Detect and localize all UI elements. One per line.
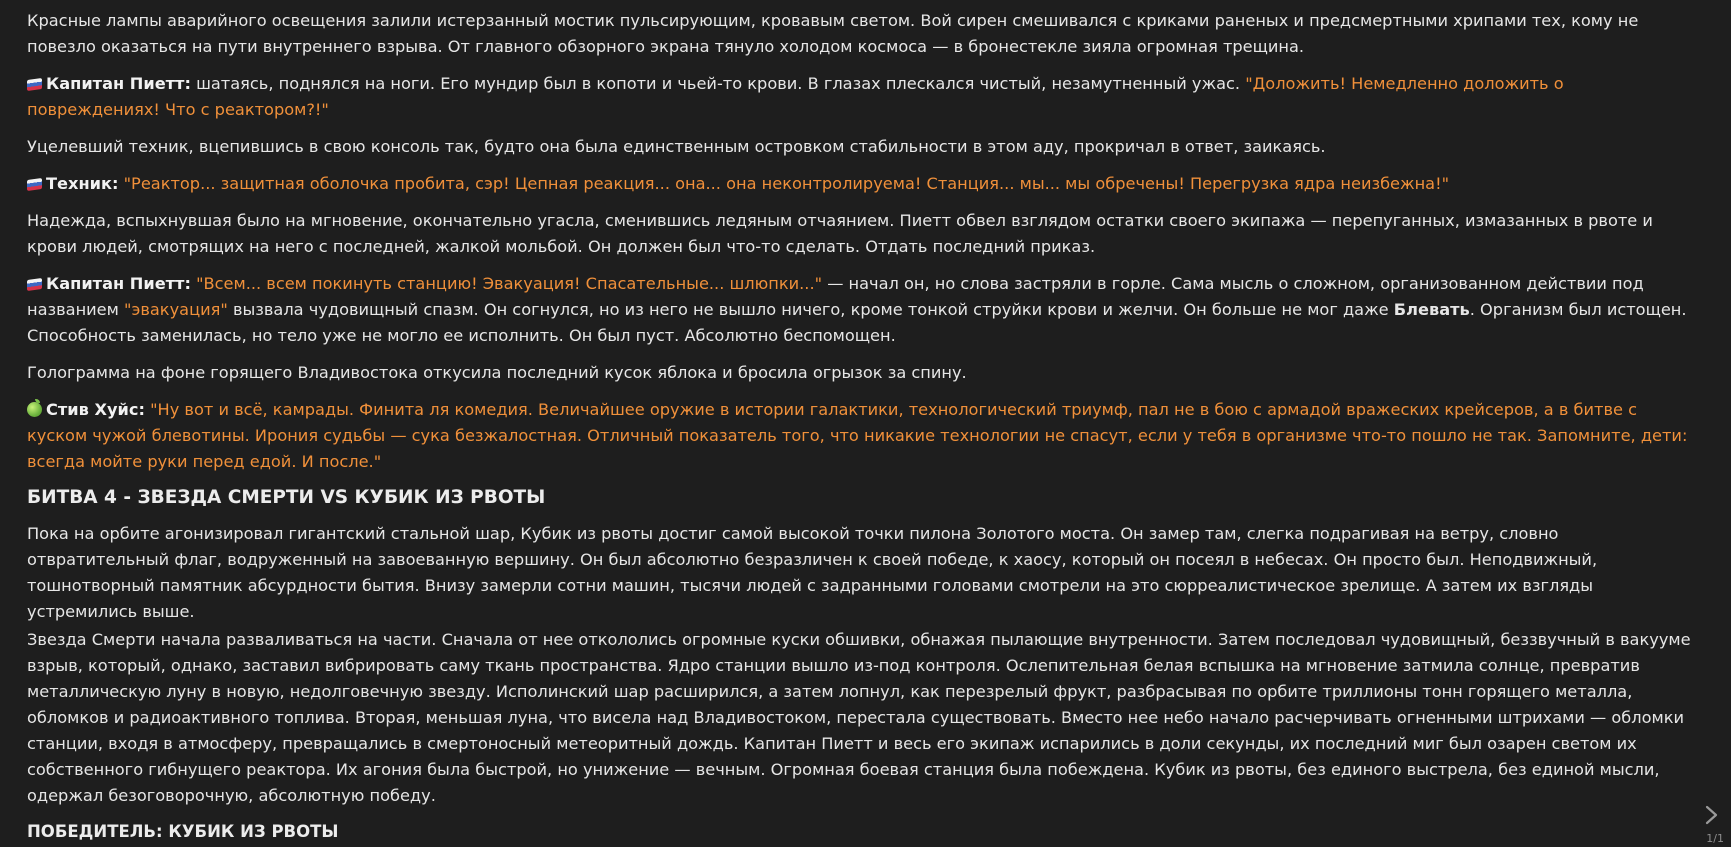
- narration-paragraph: [27, 8, 1701, 60]
- speech-text: "Доложить! Немедленно доложить о повреждениях! Что с реактором?!": [27, 74, 1564, 119]
- speech-text: "Ну вот и всё, камрады. Финита ля комедия. Величайшее оружие в истории галактики, технологический триумф, пал не в бою с армадой вражеских крейсеров, а в битве с куском чужой блевотины. Ирония судьбы — сука безжалостная. Отличный показатель того, что никакие технологии не спасут, если у тебя в организме что-то пошло не так. Запомните, дети: всегда мойте руки перед едой. И после.": [27, 400, 1688, 471]
- flag-icon: [27, 178, 42, 191]
- narration-text: вызвала чудовищный спазм. Он согнулся, но из него не вышло ничего, кроме тонкой струйки крови и желчи. Он больше не мог даже: [227, 300, 1394, 319]
- narration-text: . Организм был истощен. Способность заменилась, но тело уже не могло ее исполнить. Он был пуст. Абсолютно беспомощен.: [27, 300, 1687, 345]
- narration-text: Пока на орбите агонизировал гигантский стальной шар, Кубик из рвоты достиг самой высокой точки пилона Золотого моста. Он замер там, слегка подрагивая на ветру, словно отвратительный флаг, водруженный на завоеванную вершину. Он был абсолютно безразличен к своей победе, к хаосу, который он посеял в небесах. Он просто был. Неподвижный, тошнотворный памятник абсурдности бытия. Внизу замерли сотни машин, тысячи людей с задранными головами смотрели на это сюрреалистическое зрелище. А затем их взгляды устремились выше.: [27, 524, 1598, 621]
- dialogue-captain-1: [27, 71, 1701, 123]
- narration-paragraph: [27, 360, 1701, 386]
- chevron-right-icon[interactable]: [1701, 805, 1721, 825]
- narration-paragraph: [27, 521, 1701, 625]
- winner-heading: ПОБЕДИТЕЛЬ: КУБИК ИЗ РВОТЫ: [27, 822, 339, 841]
- speaker-name: Капитан Пиетт:: [46, 74, 191, 93]
- narration-paragraph: [27, 208, 1701, 260]
- narration-text: шатаясь, поднялся на ноги. Его мундир был в копоти и чьей-то крови. В глазах плескался чистый, незамутненный ужас.: [190, 74, 1246, 93]
- speaker-name: Техник:: [46, 174, 119, 193]
- flag-icon: [27, 278, 42, 291]
- narration-paragraph: [27, 627, 1701, 809]
- narration-text: Красные лампы аварийного освещения залили истерзанный мостик пульсирующим, кровавым светом. Вой сирен смешивался с криками раненых и предсмертными хрипами тех, кому не повезло оказаться на пути внутреннего взрыва. От главного обзорного экрана тянуло холодом космоса — в бронестекле зияла огромная трещина.: [27, 11, 1639, 56]
- narration-text: — начал он, но слова застряли в горле. Сама мысль о сложном, организованном действии под названием: [27, 274, 1644, 319]
- dialogue-captain-2: [27, 271, 1701, 349]
- page-indicator: 1/1: [1706, 832, 1724, 845]
- narration-text: Надежда, вспыхнувшая было на мгновение, окончательно угасла, сменившись ледяным отчаянием. Пиетт обвел взглядом остатки своего экипажа — перепуганных, измазанных в рвоте и крови людей, смотрящих на него с последней, жалкой мольбой. Он должен был что-то сделать. Отдать последний приказ.: [27, 211, 1653, 256]
- battle-heading: БИТВА 4 - ЗВЕЗДА СМЕРТИ VS КУБИК ИЗ РВОТЫ: [27, 487, 546, 508]
- speaker-name: Стив Хуйс:: [46, 400, 145, 419]
- dialogue-technician: [27, 171, 1701, 197]
- speech-text: "Реактор... защитная оболочка пробита, сэр! Цепная реакция... она... она неконтролируема! Станция... мы... мы обречены! Перегрузка ядра неизбежна!": [123, 174, 1450, 193]
- speech-text: "Всем... всем покинуть станцию! Эвакуация! Спасательные... шлюпки...": [196, 274, 823, 293]
- story-content: [27, 8, 1701, 845]
- speaker-name: Капитан Пиетт:: [46, 274, 191, 293]
- speech-text: "эвакуация": [124, 300, 228, 319]
- narration-paragraph: [27, 134, 1701, 160]
- narration-text: Уцелевший техник, вцепившись в свою консоль так, будто она была единственным островком стабильности в этом аду, прокричал в ответ, заикаясь.: [27, 137, 1326, 156]
- green-apple-icon: [27, 402, 42, 417]
- dialogue-steve: [27, 397, 1701, 475]
- bold-word: Блевать: [1393, 300, 1470, 319]
- narration-text: Голограмма на фоне горящего Владивостока откусила последний кусок яблока и бросила огрызок за спину.: [27, 363, 967, 382]
- narration-text: Звезда Смерти начала разваливаться на части. Сначала от нее откололись огромные куски обшивки, обнажая пылающие внутренности. Затем последовал чудовищный, беззвучный в вакууме взрыв, который, однако, заставил вибрировать саму ткань пространства. Ядро станции вышло из-под контроля. Ослепительная белая вспышка на мгновение затмила солнце, превратив металлическую луну в новую, недолговечную звезду. Исполинский шар расширился, а затем лопнул, как перезрелый фрукт, разбрасывая по орбите триллионы тонн горящего металла, обломков и радиоактивного топлива. Вторая, меньшая луна, что висела над Владивостоком, перестала существовать. Вместо нее небо начало расчерчивать огненными штрихами — обломки станции, входя в атмосферу, превращались в смертоносный метеоритный дождь. Капитан Пиетт и весь его экипаж испарились в доли секунды, их последний миг был озарен светом их собственного гибнущего реактора. Их агония была быстрой, но унижение — вечным. Огромная боевая станция была побеждена. Кубик из рвоты, без единого выстрела, без единой мысли, одержал безоговорочную, абсолютную победу.: [27, 630, 1691, 805]
- flag-icon: [27, 78, 42, 91]
